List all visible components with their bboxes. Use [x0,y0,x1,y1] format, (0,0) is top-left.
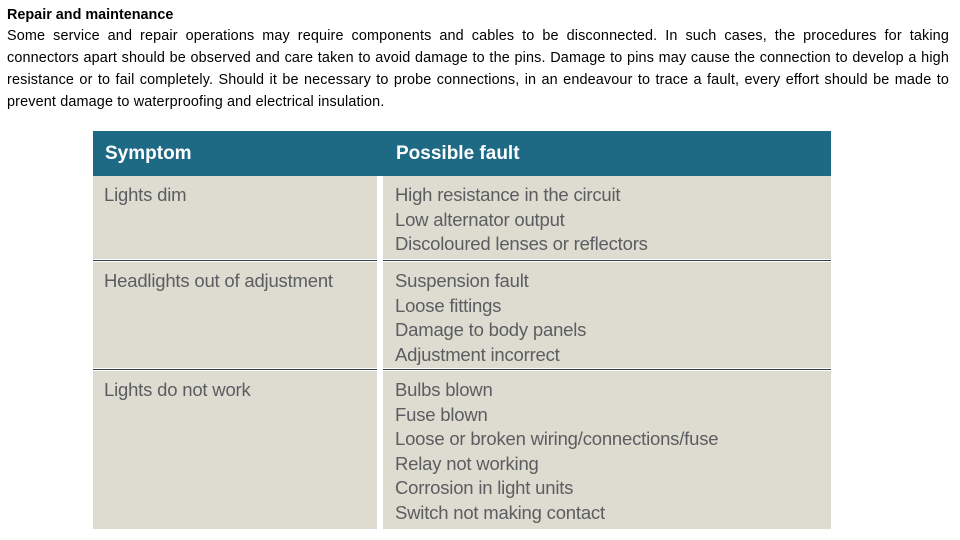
symptom-text: Lights dim [104,184,187,205]
intro-paragraph: Some service and repair operations may require components and cables to be disconnected. In such cases, the procedures for taking connectors apart should be observed and care taken to avoid damage to the pins. Damage to pins may cause the connection to develop a high resistance or to fail completely. Should it be necessary to probe connections, in an endeavour to trace a fault, every effort should be made to prevent damage to waterproofing and electrical insulation. [7,28,949,110]
fault-item: Bulbs blown [395,379,493,400]
fault-item: Corrosion in light units [395,477,574,499]
fault-item: Fuse blown [395,403,488,425]
fault-item: Loose or broken wiring/connections/fuse [395,428,719,450]
section-title: Repair and maintenance [7,7,174,23]
fault-cell [383,176,831,259]
symptom-text: Lights do not work [104,379,251,400]
fault-item: Relay not working [395,452,539,474]
fault-table [93,131,831,529]
symptom-text: Headlights out of adjustment [104,270,333,291]
fault-item: Damage to body panels [395,319,587,341]
intro-section [7,5,949,113]
fault-cell [383,371,831,529]
symptom-cell [93,262,377,368]
symptom-cell [93,371,377,529]
fault-item: Discoloured lenses or reflectors [395,233,648,255]
header-symptom: Symptom [105,143,192,164]
fault-item: Adjustment incorrect [395,343,560,365]
fault-item: High resistance in the circuit [395,184,621,205]
symptom-cell [93,176,377,259]
fault-cell [383,262,831,368]
fault-item: Loose fittings [395,294,502,316]
header-possible-fault: Possible fault [396,143,520,164]
table-header [93,131,831,176]
fault-item: Low alternator output [395,208,565,230]
fault-item: Switch not making contact [395,501,605,523]
fault-item: Suspension fault [395,270,529,291]
